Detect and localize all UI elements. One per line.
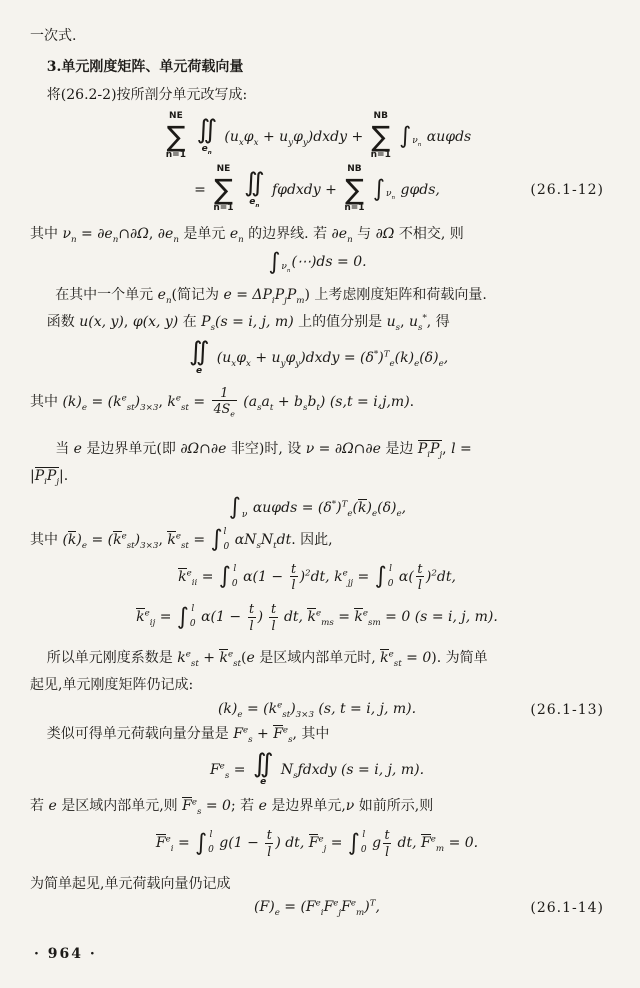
paragraph-text: 类似可得单元荷载向量分量是 $F^e_s + F^e_s$, 其中	[46, 725, 330, 745]
paragraph-unit-line2	[30, 310, 604, 335]
paragraph-text: 函数 u(x, y), φ(x, y) 在 $P_s(s = i$, j, m) 上的值分别是 $u_s$, $u_s^*$, 得	[46, 313, 450, 334]
section-heading-text: 3.单元刚度矩阵、单元荷载向量	[46, 59, 244, 75]
paragraph-coefficient-line1	[30, 646, 604, 671]
paragraph-boundary-line2	[30, 464, 604, 489]
paragraph-simplify-load	[30, 872, 604, 897]
equation-number: (26.1-12)	[530, 181, 604, 198]
equation-content: $(k)_e = (k^e_{st})_{3\times 3}$ (s, t = i, j, m).	[217, 699, 417, 720]
paragraph-text: 起见,单元刚度矩阵仍记成:	[30, 676, 194, 693]
paragraph-k-definition	[30, 385, 604, 419]
lead-sentence	[30, 83, 604, 108]
paragraph-text: 为简单起见,单元荷载向量仍记成	[30, 875, 231, 892]
paragraph-boundary-line1	[30, 437, 604, 462]
equation-content: $k^e_{ii}$ = ∫ l 0 α(1 − $\frac{t}{l}$ )$^2$dt, $k^e_{jj}$ = ∫ l 0 α( $\frac{t}{l}$ )$^2$dt,	[178, 560, 456, 593]
equation-boundary-integral	[30, 495, 604, 521]
paragraph-kbar-definition	[30, 527, 604, 553]
lead-sentence-text: 将(26.2-2)按所剖分单元改写成:	[46, 87, 248, 103]
paragraph-interior-element	[30, 794, 604, 819]
paragraph-coefficient-line2	[30, 673, 604, 698]
equation-content: $F^e_s$ = ∬ e $N_sfdxdy$ (s = i, j, m).	[209, 749, 425, 788]
paragraph-text: $|P_iP_j|$.	[30, 467, 69, 487]
equation-26-1-12-line2	[30, 165, 604, 214]
continuation-text: 一次式.	[30, 28, 77, 44]
equation-zero-integral	[30, 249, 604, 275]
equation-26-1-14	[30, 899, 604, 917]
paragraph-unit-line1	[30, 283, 604, 308]
equation-kbar-ii-jj	[30, 561, 604, 593]
paragraph-text: 在其中一个单元 $e_n$(简记为 $e = \Delta P_iP_jP_m$) 上考虑刚度矩阵和荷载向量.	[55, 287, 487, 307]
paragraph-text: 其中 $\nu_n$ = $\partial e_n\cap\partial\Omega$, $\partial e_n$ 是单元 $e_n$ 的边界线. 若 $\partial e_n$ 与 ∂Ω 不相交, 则	[30, 226, 464, 246]
equation-content: $k^e_{ij}$ = ∫ l 0 α(1 − $\frac{t}{l}$ ) $\frac{t}{l}$ dt, $k^e_{ms} = k^e_{sm} = 0$ (s = i, j, m).	[136, 601, 498, 633]
equation-content: ∫ $\nu_n$ (⋯)ds = 0.	[268, 248, 367, 275]
equation-content: $(F)_e = (F^e_iF^e_jF^e_m)^T$,	[254, 898, 380, 918]
section-heading	[30, 55, 604, 80]
equation-F-component	[30, 751, 604, 788]
equation-kbar-ij-ms	[30, 601, 604, 633]
equation-number: (26.1-14)	[530, 899, 604, 916]
equation-Fbar-components	[30, 827, 604, 859]
page-number: · 964 ·	[34, 946, 97, 962]
equation-content: = NE ∑ n=1 ∬ $e_n$ fφdxdy + NB ∑ n=1 ∫ $\nu_n$ gφds,	[194, 164, 440, 214]
paragraph-where	[30, 222, 604, 247]
equation-26-1-12-line1	[30, 112, 604, 161]
equation-number: (26.1-13)	[530, 701, 604, 718]
equation-content: ∫ ν $\alpha u\varphi ds = (\delta^*)^T_e(k)_e(\delta)_e$,	[228, 494, 407, 521]
paragraph-text: 其中 $(k)_e = (k^e_{st})_{3\times 3}$, $k^e_{st}$ = $\frac{1}{4S_e}$ $(a_sa_t + b_sb_t) (s,t = i,j,m)$.	[30, 384, 415, 419]
equation-26-1-13	[30, 701, 604, 719]
equation-content: $F^e_i$ = ∫ l 0 g(1 − $\frac{t}{l}$ ) dt, $F^e_j$ = ∫ l 0 g $\frac{t}{l}$ dt, $F^e_m = 0$.	[155, 827, 479, 859]
paragraph-text: 当 e 是边界单元(即 ∂Ω∩∂e 非空)时, 设 ν = ∂Ω∩∂e 是边 $P_iP_j$, l =	[55, 440, 472, 460]
paragraph-text: 若 e 是区域内部单元,则 $F^e_s = 0$; 若 e 是边界单元,ν 如前所示,则	[30, 797, 434, 817]
equation-content: NE ∑ n=1 ∬ $e_n$ ($u_x\varphi_x$ + $u_y\varphi_y)dxdy$ + NB ∑ n=1 ∫ $\nu_n$ αuφds	[165, 111, 472, 161]
paragraph-text: 所以单元刚度系数是 $k^e_{st} + k^e_{st}(e$ 是区域内部单元时, $k^e_{st} = 0$). 为简单	[46, 648, 488, 669]
equation-content: ∬ e ($u_x\varphi_x$ + $u_y\varphi_y)dxdy = (\delta^*)^T_e(k)_e(\delta)_e$,	[188, 337, 449, 376]
equation-stiffness-integral	[30, 339, 604, 376]
paragraph-text: 其中 $(k)_e = (k^e_{st})_{3\times 3}$, $k^e_{st}$ = ∫ l 0 $\alpha N_sN_tdt$. 因此,	[30, 526, 333, 553]
paragraph-load-vector	[30, 722, 604, 747]
